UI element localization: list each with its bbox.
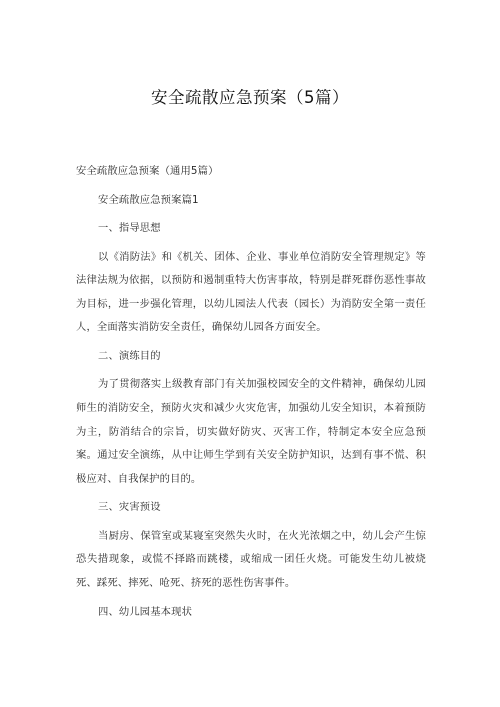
paragraph-disaster-scenario: 当厨房、保管室或某寝室突然失火时，在火光浓烟之中，幼儿会产生惊恐失措现象，或慌不择路而跳楼，或缩成一团任火烧。可能发生幼儿被烧死、踩死、摔死、呛死、挤死的恶性伤害事件。 [76, 529, 426, 590]
heading-kindergarten-status: 四、幼儿园基本现状 [98, 605, 193, 618]
subtitle-line: 安全疏散应急预案（通用5篇） [76, 165, 219, 177]
paragraph-drill-purpose: 为了贯彻落实上级教育部门有关加强校园安全的文件精神，确保幼儿园师生的消防安全，预防火灾和减少火灾危害，加强幼儿安全知识，本着预防为主，防消结合的宗旨，切实做好防灾、灭害工作，特制定本安全应急预案。通过安全演练，从中让师生学到有关安全防护知识，达到有事不慌、积极应对、自我保护的目的。 [76, 378, 426, 485]
heading-guiding-ideology: 一、指导思想 [98, 222, 161, 234]
paragraph-guiding-ideology: 以《消防法》和《机关、团体、企业、事业单位消防安全管理规定》等法律法规为依据，以预防和遏制重特大伤害事故，特别是群死群伤恶性事故为目标，进一步强化管理，以幼儿园法人代表（园长）为消防安全第一责任人，全面落实消防安全责任，确保幼儿园各方面安全。 [76, 250, 426, 334]
section-title: 安全疏散应急预案篇1 [98, 193, 199, 206]
heading-disaster-scenario: 三、灾害预设 [98, 501, 161, 514]
document-title: 安全疏散应急预案（5篇） [151, 88, 349, 107]
heading-drill-purpose: 二、演练目的 [98, 349, 161, 362]
document-body [76, 160, 426, 629]
